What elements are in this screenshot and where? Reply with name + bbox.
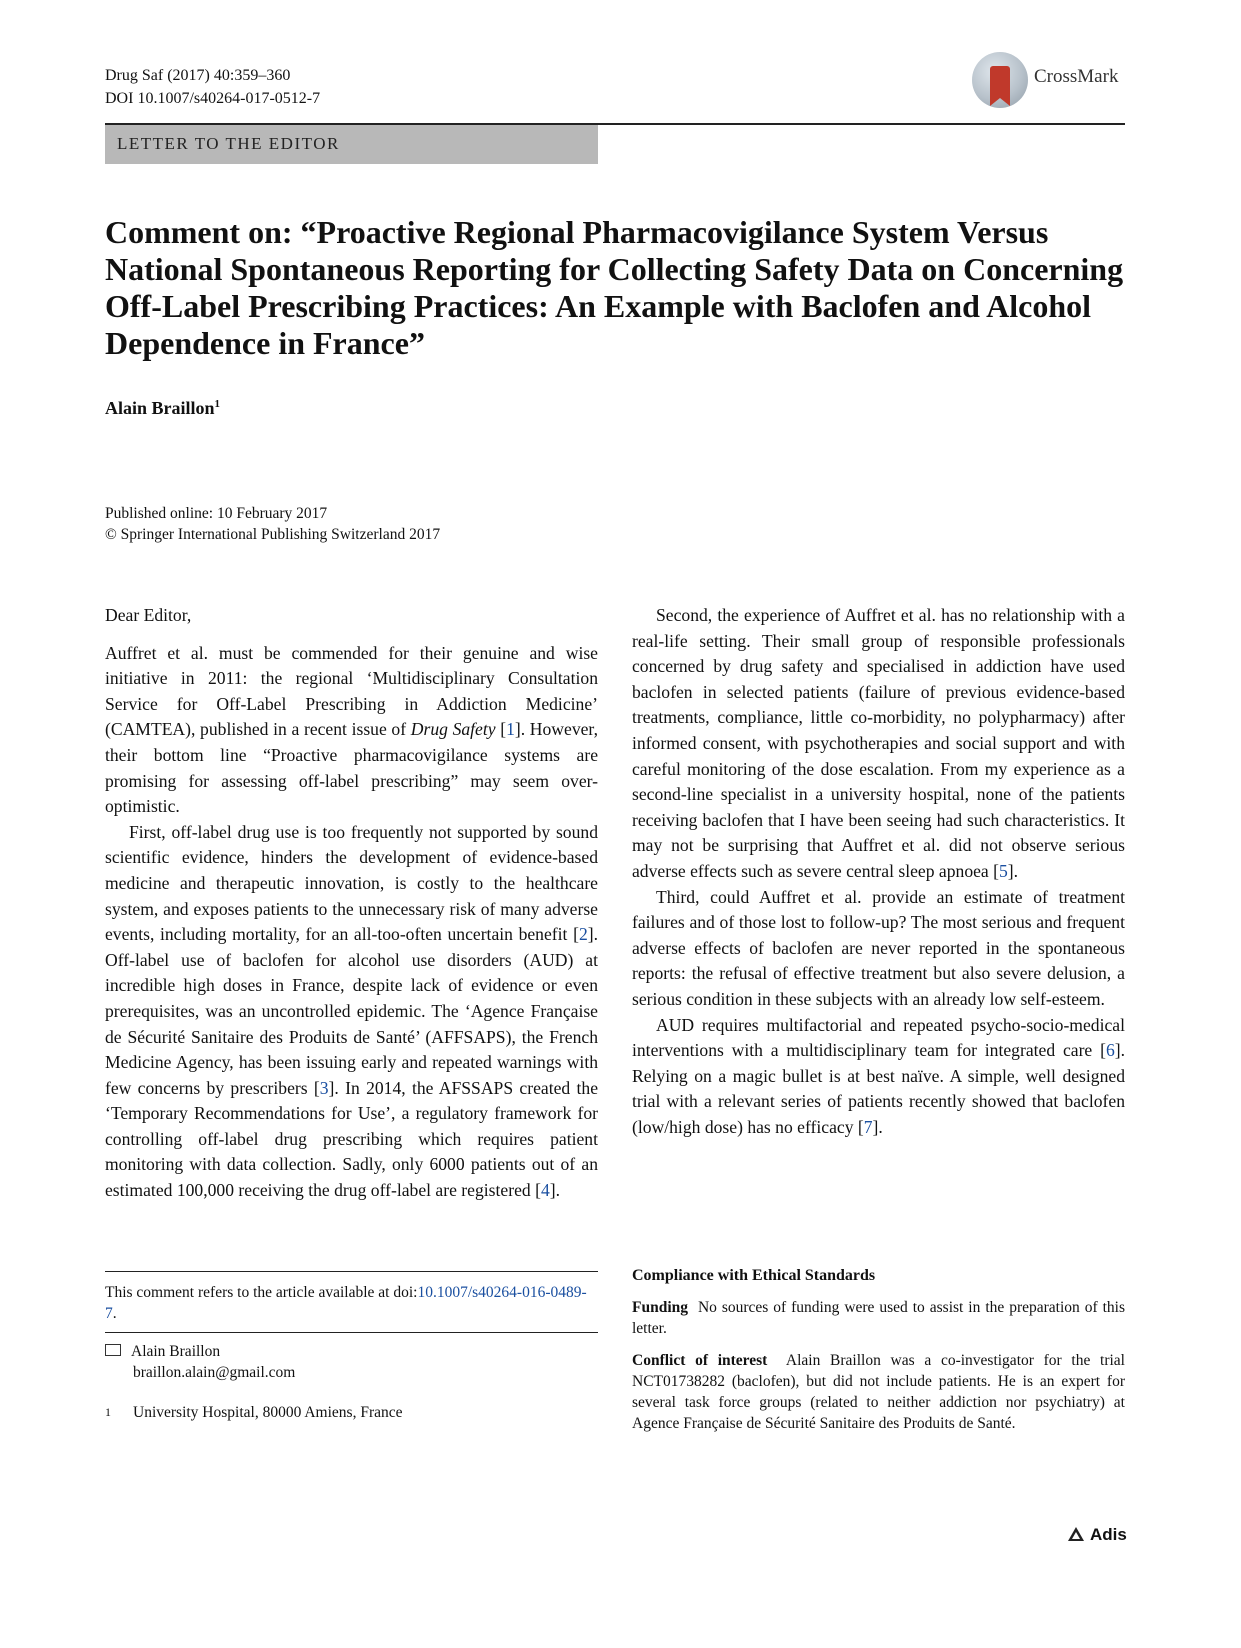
citation-link[interactable]: 5 [999,860,1008,881]
author-name-text: Alain Braillon [105,398,215,418]
copyright-notice: © Springer International Publishing Switzerland 2017 [105,526,441,543]
adis-triangle-icon [1068,1527,1084,1541]
contact-email[interactable]: braillon.alain@gmail.com [133,1364,296,1381]
crossmark-icon [972,52,1028,108]
salutation: Dear Editor, [105,605,192,625]
journal-name: Drug Safety [410,719,496,740]
author-affiliation-marker: 1 [214,398,221,410]
citation-link[interactable]: 6 [1105,1040,1115,1061]
conflict-of-interest [632,1350,1125,1434]
coi-label: Conflict of interest [632,1352,768,1369]
affiliation-text: University Hospital, 80000 Amiens, France [133,1404,403,1421]
body-column-right [632,603,1125,1140]
body-column-left [105,603,598,1204]
footnote-refers: This comment refers to the article available at doi:10.1007/s40264-016-0489-7. [105,1284,587,1322]
author-name [105,398,220,419]
crossmark-badge[interactable] [972,48,1130,112]
citation-link[interactable]: 1 [506,719,515,740]
citation-link[interactable]: 3 [319,1077,329,1098]
publisher-name: Adis [1090,1525,1127,1544]
paragraph-3: Second, the experience of Auffret et al. has no relationship with a real-life setting. Their small group of responsible professionals concerned by drug safety and specialised in addiction have used baclofen in selected patients (failure of previous evidence-based treatments, compliance, little co-morbidity, no polypharmacy) after informed consent, with psychotherapies and social support and with careful monitoring of the dose escalation. From my experience as a second-line specialist in a university hospital, none of the patients receiving baclofen that I have been seeing had such characteristics. It may not be surprising that Auffret et al. did not observe serious adverse effects such as severe central sleep apnoea [5]. [632,605,1125,881]
author-contact [105,1341,598,1383]
journal-citation [105,64,320,110]
funding-line [632,1297,1125,1339]
publisher-logo [1068,1525,1127,1545]
paragraph-4: Third, could Auffret et al. provide an estimate of treatment failures and of those lost to follow-up? The most serious and frequent adverse effects of baclofen are never reported in the spontaneous reports: the refusal of effective treatment but also severe delusion, a serious condition in these subjects with an already low self-esteem. [632,886,1125,1009]
crossmark-label: CrossMark [1034,66,1119,87]
citation-link[interactable]: 2 [578,924,588,945]
paragraph-5: AUD requires multifactorial and repeated psycho-socio-medical interventions with a multidisciplinary team for integrated care [6]. Relying on a magic bullet is at best naïve. A simple, well designed trial with a relevant series of patients recently showed that baclofen (low/high dose) has no efficacy [7]. [632,1014,1125,1137]
funding-label: Funding [632,1299,689,1316]
paragraph-1: Auffret et al. must be commended for their genuine and wise initiative in 2011: the regional ‘Multidisciplinary Consultation Service for Off-Label Prescribing in Addiction Medicine’ (CAMTEA), published in a recent issue of Drug Safety [1]. However, their bottom line “Proactive pharmacovigilance systems are promising for assessing off-label prescribing” may seem over-optimistic. [105,642,598,817]
journal-issue: Drug Saf (2017) 40:359–360 [105,67,291,84]
citation-link[interactable]: 7 [863,1116,873,1137]
published-date: Published online: 10 February 2017 [105,505,328,522]
journal-doi: DOI 10.1007/s40264-017-0512-7 [105,90,321,107]
affiliation-number: 1 [105,1405,111,1419]
article-title: Comment on: “Proactive Regional Pharmacovigilance System Versus National Spontaneous Reporting for Collecting Safety Data on Concerning Off-Label Prescribing Practices: An Example with Baclofen and Alcohol Dependence in France” [105,214,1124,361]
affiliation [105,1402,598,1423]
section-label-text: LETTER TO THE EDITOR [117,134,340,153]
envelope-icon [105,1344,121,1356]
coi-text: Alain Braillon was a co-investigator for the trial NCT01738282 (baclofen), but did not include patients. He is an expert for several task force groups (related to neither addiction nor psychiatry) at Agence Française de Sécurité Sanitaire des Produits de Santé. [632,1352,1125,1432]
publication-info [105,503,440,545]
section-label [105,125,598,164]
citation-link[interactable]: 4 [540,1180,550,1201]
doi-link[interactable]: 10.1007/s40264-016-0489-7 [105,1284,587,1322]
footnote-rule [105,1271,598,1272]
funding-text: No sources of funding were used to assist in the preparation of this letter. [632,1299,1126,1337]
ethics-heading: Compliance with Ethical Standards [632,1267,876,1284]
contact-name: Alain Braillon [131,1343,221,1360]
footnote-rule-2 [105,1332,598,1333]
paragraph-2: First, off-label drug use is too frequently not supported by sound scientific evidence, hinders the development of evidence-based medicine and therapeutic innovation, is costly to the healthcare system, and exposes patients to the unnecessary risk of many adverse events, including mortality, for an all-too-often uncertain benefit [2]. Off-label use of baclofen for alcohol use disorders (AUD) at incredible high doses in France, despite lack of evidence or even prerequisites, was an uncontrolled epidemic. The ‘Agence Française de Sécurité Sanitaire des Produits de Santé’ (AFFSAPS), the French Medicine Agency, has been issuing early and repeated warnings with few concerns by prescribers [3]. In 2014, the AFSSAPS created the ‘Temporary Recommendations for Use’, a regulatory framework for controlling off-label drug prescribing which requires patient monitoring with data collection. Sadly, only 6000 patients out of an estimated 100,000 receiving the drug off-label are registered [4]. [105,821,598,1201]
